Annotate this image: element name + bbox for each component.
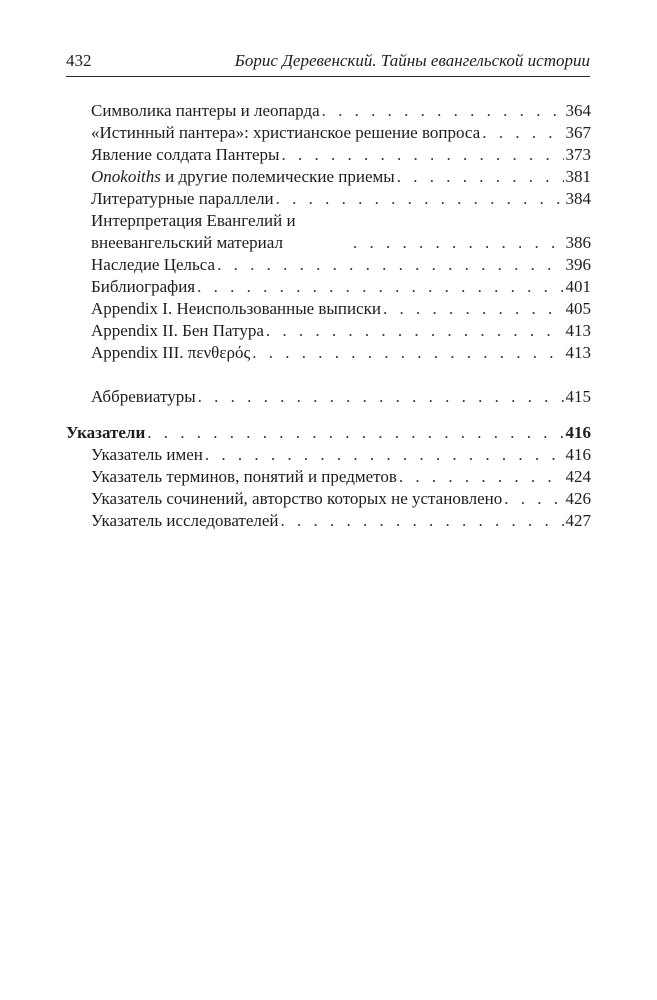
toc-section-heading <box>66 422 591 444</box>
dot-leader <box>252 342 563 364</box>
toc-entry-title: Наследие Цельса <box>91 255 216 274</box>
toc-entry-title: Аббревиатуры <box>91 387 196 406</box>
toc-entry-title: Интерпретация Евангелий и внеевангельский материал <box>91 211 296 252</box>
toc-entry-title: Библиография <box>91 277 196 296</box>
toc-entry <box>66 510 591 532</box>
toc-entry <box>66 444 591 466</box>
toc-entry-page: 424 <box>565 467 591 486</box>
toc-entry-title: Указатели <box>66 423 146 442</box>
toc-entry-page: 405 <box>565 299 591 318</box>
toc-entry-page: 373 <box>565 145 591 164</box>
toc-entry <box>66 254 591 276</box>
toc-entry-page: 396 <box>565 255 591 274</box>
toc-entry-page: 364 <box>565 101 591 120</box>
toc-entry <box>66 488 591 510</box>
page-header <box>66 46 590 77</box>
toc-entry-page: 416 <box>565 423 591 442</box>
toc-entry-title: «Истинный пантера»: христианское решение вопроса <box>91 123 481 142</box>
toc-entry-page: 381 <box>565 167 591 186</box>
toc-entry-title: Указатель имен <box>91 445 203 464</box>
toc-entry-page: 426 <box>565 489 591 508</box>
table-of-contents <box>66 100 591 532</box>
toc-entry-title: Указатель сочинений, авторство которых не установлено <box>91 489 503 508</box>
dot-leader <box>205 444 564 466</box>
toc-entry <box>66 298 591 320</box>
dot-leader <box>147 422 563 444</box>
toc-entry <box>66 100 591 122</box>
toc-entry-title: Appendix I. Неиспользованные выписки <box>91 299 381 318</box>
page-number: 432 <box>66 51 92 70</box>
toc-entry-page: 416 <box>565 445 591 464</box>
toc-entry-title: Appendix II. Бен Патура <box>91 321 264 340</box>
toc-entry-title: Символика пантеры и леопарда <box>91 101 320 120</box>
dot-leader <box>198 386 564 408</box>
dot-leader <box>353 232 564 254</box>
toc-entry <box>66 342 591 364</box>
toc-entry <box>66 166 591 188</box>
dot-leader <box>399 466 564 488</box>
toc-entry-title: Appendix III. πενθερός <box>91 343 251 362</box>
toc-entry-title: Указатель исследователей <box>91 511 279 530</box>
toc-entry-page: 427 <box>565 511 591 530</box>
toc-entry <box>66 144 591 166</box>
toc-entry <box>66 386 591 408</box>
dot-leader <box>322 100 564 122</box>
toc-entry-title-italic: Onokoiths <box>91 167 161 186</box>
dot-leader <box>482 122 563 144</box>
dot-leader <box>217 254 563 276</box>
dot-leader <box>383 298 564 320</box>
toc-entry <box>66 210 591 254</box>
toc-entry-page: 386 <box>565 233 591 252</box>
toc-entry <box>66 320 591 342</box>
toc-entry <box>66 466 591 488</box>
toc-entry-page: 367 <box>565 123 591 142</box>
dot-leader <box>281 144 563 166</box>
toc-entry-title: Литературные параллели <box>91 189 274 208</box>
toc-entry-page: 413 <box>565 321 591 340</box>
toc-entry-title <box>91 166 395 188</box>
toc-entry <box>66 188 591 210</box>
toc-entry <box>66 276 591 298</box>
toc-entry <box>66 122 591 144</box>
running-title: Борис Деревенский. Тайны евангельской истории <box>234 51 590 70</box>
toc-entry-page: 401 <box>565 277 591 296</box>
dot-leader <box>197 276 563 298</box>
dot-leader <box>276 188 564 210</box>
dot-leader <box>281 510 564 532</box>
dot-leader <box>504 488 563 510</box>
toc-entry-title-rest: и другие полемические приемы <box>160 167 395 186</box>
dot-leader <box>266 320 564 342</box>
toc-entry-title: Указатель терминов, понятий и предметов <box>91 467 397 486</box>
toc-entry-title: Явление солдата Пантеры <box>91 145 280 164</box>
toc-entry-page: 413 <box>565 343 591 362</box>
dot-leader <box>397 166 564 188</box>
toc-entry-page: 415 <box>565 387 591 406</box>
toc-entry-page: 384 <box>565 189 591 208</box>
